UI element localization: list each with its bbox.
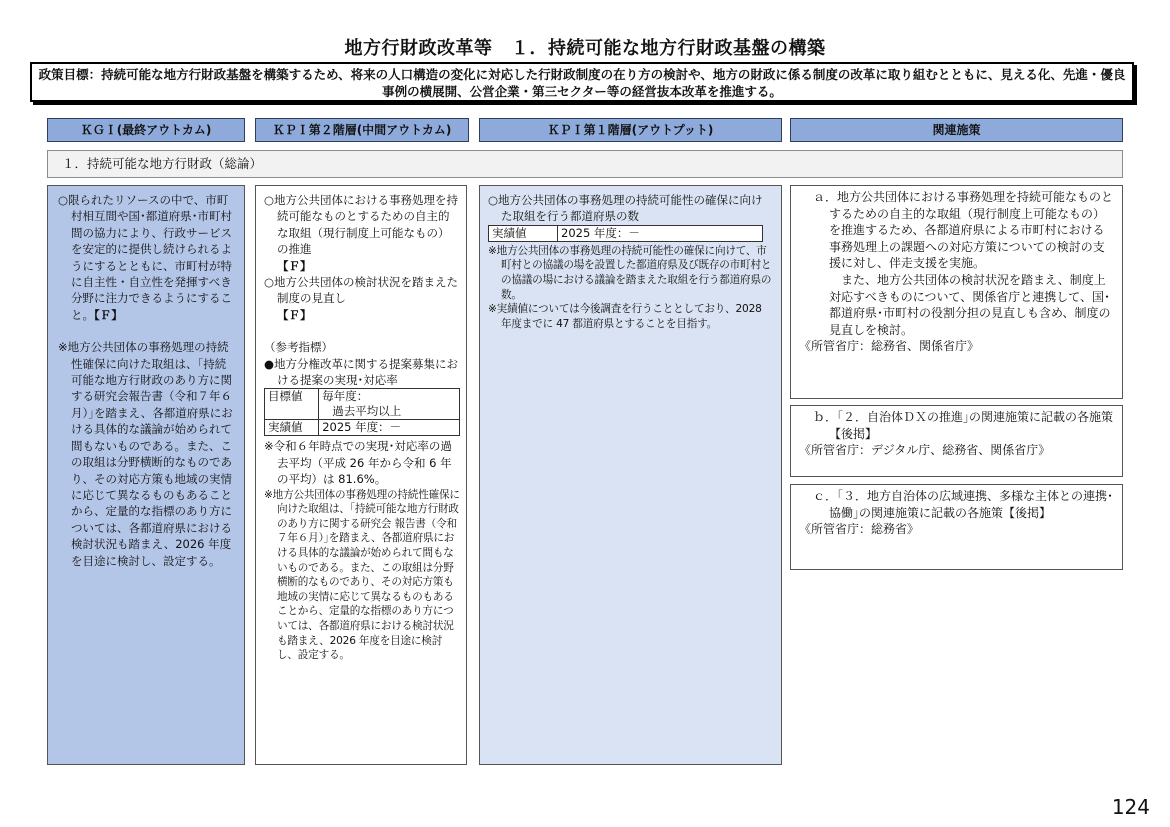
kgi-note: ※地方公共団体の事務処理の持続性確保に向けた取組は、｢持続可能な地方行財政のあり方に関する研究会報告書（令和７年６月）｣を踏まえ、各都道府県における具体的な議論が始められて間もないものである。また、この取組は分野横断的なものであり、その対応方策も地域の実情に応じて異なるものもあることから、定量的な指標のあり方については、各都道府県における検討状況も踏まえ、2026 年度を目途に検討し、設定する。 [58,340,233,568]
header-kpi2: ＫＰＩ第２階層(中間アウトカム) [255,118,469,142]
kpi1-value-table [488,225,763,242]
header-kgi: ＫＧＩ(最終アウトカム) [47,118,245,142]
kpi2-item2-tag: 【Ｆ】 [277,307,312,322]
related-a-ministry: 《所管省庁：総務省、関係省庁》 [799,339,980,354]
kpi2-item2 [264,274,460,323]
kpi2-actual-value: 2025 年度：－ [319,420,460,436]
header-related: 関連施策 [790,118,1123,142]
kpi2-item1 [264,192,460,274]
kpi2-ref-item: ●地方分権改革に関する提案募集における提案の実現･対応率 [264,356,459,388]
kpi1-column [479,185,782,765]
kpi1-item: ○地方公共団体の事務処理の持続可能性の確保に向けた取組を行う都道府県の数 [488,193,763,224]
related-a-text: ａ．地方公共団体における事務処理を持続可能なものとするための自主的な取組（現行制度上可能なもの）を推進するため、各都道府県による市町村における事務処理上の課題への対応方策についての検討の支援に対し、伴走支援を実施。 [813,190,1114,271]
section-label: １．持続可能な地方行財政（総論） [47,150,1123,178]
kpi2-value-table [264,388,460,436]
related-c-ministry: 《所管省庁：総務省》 [799,522,920,537]
related-measure-a [790,185,1123,399]
kpi2-actual-label: 実績値 [265,420,319,436]
kpi2-target-label: 目標値 [265,389,319,420]
header-kpi1: ＫＰＩ第１階層(アウトプット) [479,118,782,142]
kpi1-note1: ※地方公共団体の事務処理の持続可能性の確保に向けて、市町村との協議の場を設置した都道府県及び既存の市町村との協議の場における議論を踏まえた取組を行う都道府県の数。 [488,244,772,301]
page-number: 124 [1111,795,1150,819]
related-measure-c [790,484,1123,570]
kgi-main [58,192,236,323]
related-b-text: ｂ．｢２．自治体ＤＸの推進｣の関連施策に記載の各施策【後掲】 [813,410,1114,441]
kpi2-item1-tag: 【Ｆ】 [277,258,312,273]
kpi2-target-value: 毎年度： 過去平均以上 [319,389,460,420]
kpi1-note2: ※実績値については今後調査を行うこととしており、2028 年度までに 47 都道府県とすることを目指す。 [488,303,762,330]
related-b-ministry: 《所管省庁：デジタル庁、総務省、関係省庁》 [799,443,1051,458]
policy-goal-text: 政策目標：持続可能な地方行財政基盤を構築するため、将来の人口構造の変化に対応した行財政制度の在り方の検討や、地方の財政に係る制度の改革に取り組むとともに、見える化、先進・優良事例の横展開、公営企業・第三セクター等の経営抜本改革を推進する。 [38,67,1126,99]
page-title: 地方行財政改革等 １．持続可能な地方行財政基盤の構築 [344,38,826,59]
policy-goal-box [30,62,1134,102]
kgi-column [47,185,245,765]
kpi1-actual-value: 2025 年度：－ [558,225,763,241]
kpi1-actual-label: 実績値 [489,225,558,241]
kpi2-item2-text: ○地方公共団体の検討状況を踏まえた制度の見直し [264,275,459,306]
kpi2-note2: ※地方公共団体の事務処理の持続性確保に向けた取組は、｢持続可能な地方行財政のあり方に関する研究会 報告書（令和７年６月）｣を踏まえ、各都道府県における具体的な議論が始められて間もないものである。また、この取組は分野横断的なものであり、その対応方策も地域の実情に応じて異なるものもあることから、定量的な指標のあり方については、各都道府県における検討状況も踏まえ、2026 年度を目途に検討し、設定する。 [264,488,460,662]
kpi2-item1-text: ○地方公共団体における事務処理を持続可能なものとするための自主的な取組（現行制度上可能なもの）の推進 [264,193,459,257]
kpi2-column [255,185,467,765]
kgi-main-tag: 【Ｆ】 [94,307,123,322]
kpi2-note1: ※令和６年時点での実現･対応率の過去平均（平成 26 年から令和 6 年の平均）は 81.6%。 [264,439,452,487]
kpi2-ref-title: （参考指標） [264,340,333,355]
related-a-text2: また、地方公共団体の検討状況を踏まえ、制度上対応すべきものについて、関係省庁と連携して、国･都道府県･市町村の役割分担の見直しも含め、制度の見直しを検討。 [829,272,1111,337]
related-measure-b [790,405,1123,477]
related-c-text: ｃ．｢３．地方自治体の広域連携、多様な主体との連携･協働｣の関連施策に記載の各施策【後掲】 [813,489,1114,520]
kgi-main-text: ○限られたリソースの中で、市町村相互間や国･都道府県･市町村間の協力により、行政サービスを安定的に提供し続けられるようにするとともに、市町村が特に自主性・自立性を発揮すべき分野に注力できるようにすること。 [58,193,232,322]
